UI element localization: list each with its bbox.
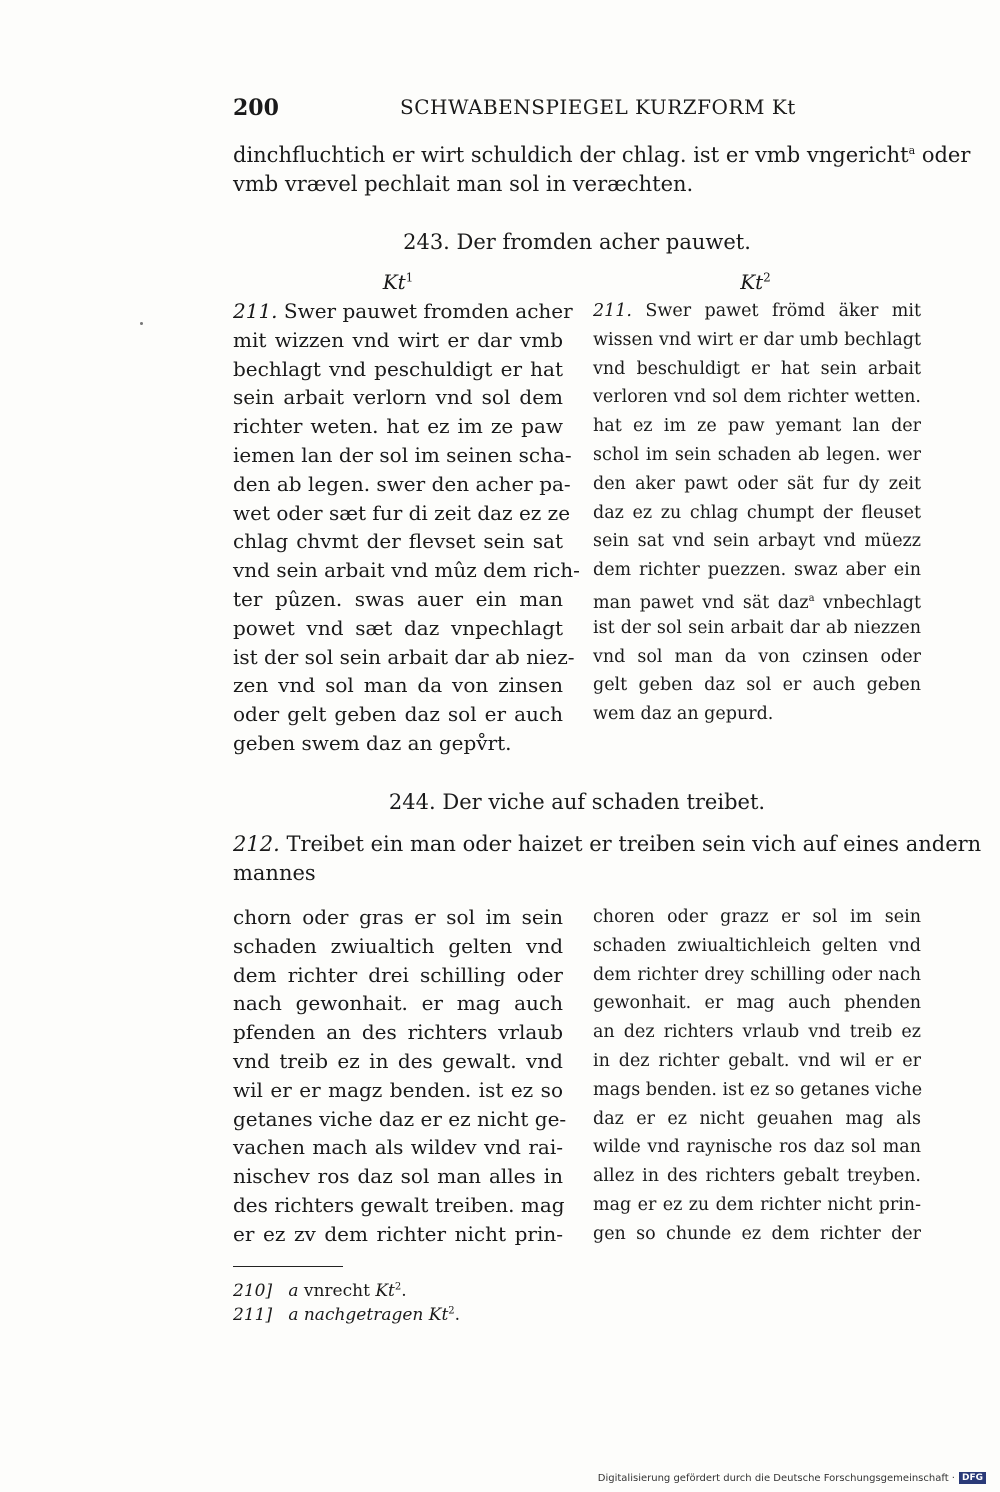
- text-line: wilde vnd raynische ros daz sol man: [593, 1137, 921, 1158]
- text-line: vnd sein arbait vnd mûz dem rich-: [233, 558, 580, 583]
- text-line: pfenden an des richters vrlaub: [233, 1020, 563, 1045]
- running-title: SCHWABENSPIEGEL KURZFORM Kt: [400, 95, 796, 119]
- text-line: bechlagt vnd peschuldigt er hat: [233, 356, 563, 381]
- intro-tail: oder: [915, 143, 971, 167]
- column-head-kt1: Kt$^1$: [382, 270, 414, 294]
- kt1-column-244: [233, 903, 567, 1249]
- text-line: den ab legen. swer den acher pa-: [233, 471, 571, 496]
- text-line: wet oder sæt fur di zeit daz ez ze: [233, 500, 571, 525]
- text-line: [233, 297, 573, 326]
- text-line: gen so chunde ez dem richter der: [593, 1223, 921, 1244]
- text-line: ter pûzen. swas auer ein man: [233, 586, 563, 611]
- common-line-1: [233, 832, 982, 856]
- kt2-column-243: [593, 297, 921, 729]
- text-run: Swer pauwet fromden acher: [277, 299, 573, 323]
- common-line-2: mannes: [233, 861, 316, 885]
- digitization-credit: [598, 1472, 986, 1484]
- text-line: dem richter drei schilling oder: [233, 962, 563, 987]
- text-line: nischev ros daz sol man alles in: [233, 1164, 563, 1189]
- text-line: dem richter puezzen. swaz aber ein: [593, 560, 921, 581]
- text-line: chorn oder gras er sol im sein: [233, 905, 563, 929]
- text-line: richter weten. hat ez im ze paw: [233, 414, 563, 439]
- text-line: mag er ez zu dem richter nicht prin-: [593, 1194, 921, 1215]
- text-line: mit wizzen vnd wirt er dar vmb: [233, 327, 563, 352]
- intro-line-1: [233, 143, 971, 167]
- text-line: gelt geben daz sol er auch geben: [593, 675, 921, 696]
- text-line: powet vnd sæt daz vnpechlagt: [233, 615, 563, 640]
- text-line: choren oder grazz er sol im sein: [593, 907, 921, 927]
- section-heading-244: 244. Der viche auf schaden treibet.: [388, 790, 766, 814]
- text-line: wil er er magz benden. ist ez so: [233, 1077, 563, 1102]
- text-line-tail: vnbechlagt: [814, 592, 922, 613]
- text-line: allez in des richters gebalt treyben.: [593, 1166, 921, 1187]
- text-line: daz er ez nicht geuahen mag als: [593, 1108, 921, 1129]
- text-line: daz ez zu chlag chumpt der fleuset: [593, 502, 921, 523]
- intro-text-1: dinchfluchtich er wirt schuldich der chlag. ist er vmb vngericht: [233, 143, 909, 167]
- section-heading-243: 243. Der fromden acher pauwet.: [403, 230, 751, 254]
- text-line: wem daz an gepurd.: [593, 704, 774, 725]
- section-number: 212.: [233, 832, 280, 856]
- footnote-210: 210] a vnrecht Kt$^2$.: [233, 1281, 407, 1301]
- text-line: vnd treib ez in des gewalt. vnd: [233, 1048, 563, 1073]
- text-line: ist der sol sein arbait dar ab niez-: [233, 644, 575, 669]
- text-line: nach gewonhait. er mag auch: [233, 991, 563, 1016]
- dfg-logo-icon: DFG: [959, 1472, 986, 1484]
- text-line: den aker pawt oder sät fur dy zeit: [593, 473, 921, 494]
- footnote-mark: a: [808, 592, 815, 604]
- footnote-rule: [233, 1266, 343, 1267]
- stray-mark: [140, 322, 143, 325]
- footnote-211: 211] a nachgetragen Kt$^2$.: [233, 1305, 461, 1325]
- kt1-column-243: [233, 297, 580, 758]
- text-line: an dez richters vrlaub vnd treib ez: [593, 1022, 921, 1043]
- column-head-kt2: Kt$^2$: [740, 270, 771, 294]
- text-line: schol im sein schaden ab legen. wer: [593, 444, 921, 465]
- text-line: iemen lan der sol im seinen scha-: [233, 442, 572, 467]
- text-line: vachen mach als wildev vnd rai-: [233, 1135, 563, 1160]
- text-line: oder gelt geben daz sol er auch: [233, 702, 563, 727]
- text-line: mags benden. ist ez so getanes viche: [593, 1079, 923, 1100]
- text-line: zen vnd sol man da von zinsen: [233, 673, 563, 698]
- text-line: getanes viche daz er ez nicht ge-: [233, 1106, 567, 1131]
- text-run: Swer pawet frömd äker mit: [631, 301, 921, 321]
- text-line: verloren vnd sol dem richter wetten.: [593, 387, 921, 408]
- text-line: schaden zwiualtichleich gelten vnd: [593, 935, 921, 956]
- text-line: sein arbait verlorn vnd sol dem: [233, 385, 563, 410]
- text-line: dem richter drey schilling oder nach: [593, 964, 921, 985]
- text-line: sein sat vnd sein arbayt vnd müezz: [593, 531, 921, 552]
- digitization-note: Digitalisierung gefördert durch die Deutsche Forschungsgemeinschaft ·: [597, 1472, 955, 1484]
- text-line: in dez richter gebalt. vnd wil er er: [593, 1050, 921, 1071]
- text-line: vnd sol man da von czinsen oder: [593, 646, 921, 667]
- intro-line-2: vmb vrævel pechlait man sol in veræchten.: [233, 172, 694, 196]
- text-run: Treibet ein man oder haizet er treiben sein vich auf eines andern: [279, 832, 982, 856]
- section-number: 211.: [233, 299, 278, 323]
- text-line: geben swem daz an gepv̊rt.: [233, 730, 512, 755]
- text-line: ist der sol sein arbait dar ab niezzen: [593, 617, 921, 638]
- text-line: chlag chvmt der flevset sein sat: [233, 529, 563, 554]
- section-number: 211.: [593, 301, 632, 321]
- text-line-part: man pawet vnd sät daz: [593, 592, 809, 613]
- text-line: er ez zv dem richter nicht prin-: [233, 1221, 563, 1246]
- text-line: hat ez im ze paw yemant lan der: [593, 416, 921, 437]
- text-line: wissen vnd wirt er dar umb bechlagt: [593, 329, 921, 350]
- footnote-mark: a: [908, 144, 916, 157]
- page-number: 200: [233, 95, 279, 121]
- text-line: des richters gewalt treiben. mag: [233, 1192, 565, 1217]
- text-line: gewonhait. er mag auch phenden: [593, 993, 921, 1014]
- text-line: [593, 585, 921, 614]
- text-line: vnd beschuldigt er hat sein arbait: [593, 358, 921, 379]
- text-line: [593, 297, 921, 326]
- kt2-column-244: [593, 903, 921, 1249]
- text-line: schaden zwiualtich gelten vnd: [233, 933, 563, 958]
